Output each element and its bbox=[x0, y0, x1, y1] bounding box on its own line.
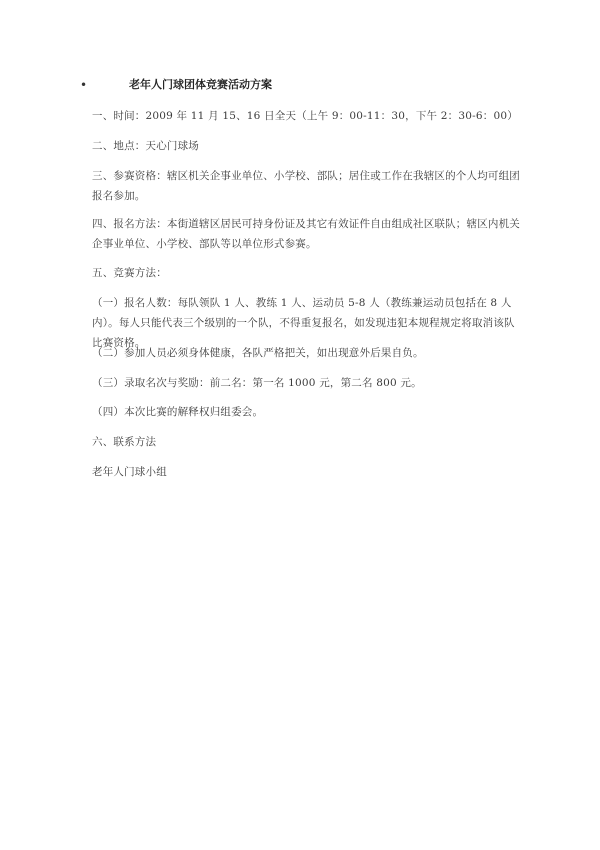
paragraph-competition-method: 五、竞赛方法： bbox=[92, 267, 167, 279]
title-row bbox=[80, 76, 540, 94]
paragraph-awards: （三）录取名次与奖励：前二名：第一名 1000 元，第二名 800 元。 bbox=[92, 377, 422, 389]
paragraph-interpretation: （四）本次比赛的解释权归组委会。 bbox=[92, 406, 264, 418]
paragraph-health: （二）参加人员必须身体健康，各队严格把关，如出现意外后果自负。 bbox=[92, 347, 424, 359]
document-title: 老年人门球团体竞赛活动方案 bbox=[129, 78, 272, 91]
paragraph-registration: 四、报名方法：本街道辖区居民可持身份证及其它有效证件自由组成社区联队；辖区内机关企事业单位、小学校、部队等以单位形式参赛。 bbox=[92, 218, 520, 250]
paragraph-team-size: （一）报名人数：每队领队 1 人、教练 1 人、运动员 5-8 人（教练兼运动员包括在 8 人内）。每人只能代表三个级别的一个队，不得重复报名，如发现违犯本规程规定将取消该队比赛资格。 bbox=[92, 297, 515, 349]
paragraph-organizer: 老年人门球小组 bbox=[92, 466, 167, 478]
paragraph-time: 一、时间：2009 年 11 月 15、16 日全天（上午 9：00-11：30，下午 2：30-6：00） bbox=[92, 110, 518, 122]
bullet-icon: • bbox=[80, 78, 88, 92]
paragraph-location: 二、地点：天心门球场 bbox=[92, 140, 199, 152]
paragraph-eligibility: 三、参赛资格：辖区机关企事业单位、小学校、部队；居住或工作在我辖区的个人均可组团报名参加。 bbox=[92, 170, 520, 202]
paragraph-contact: 六、联系方法 bbox=[92, 436, 157, 448]
